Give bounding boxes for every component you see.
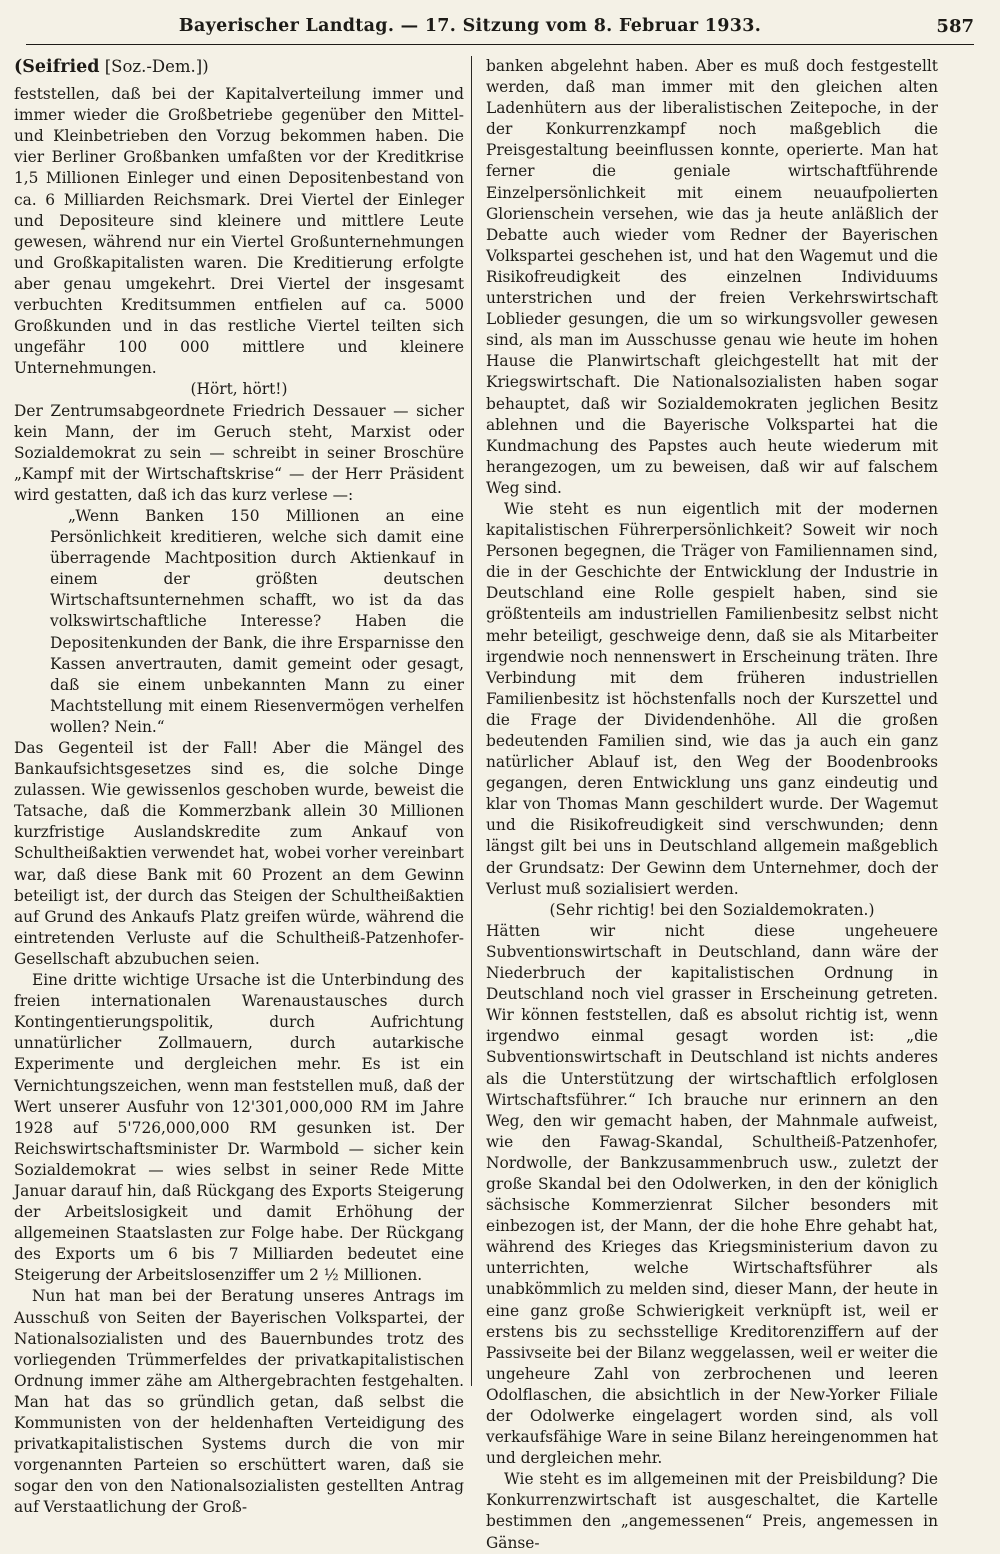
paragraph: Wie steht es im allgemeinen mit der Preisbildung? Die Konkurrenzwirtschaft ist ausgeschaltet, die Kartelle bestimmen den „angemessenen“ Preis, angemessen in Gänse- xyxy=(486,1470,938,1552)
speaker-party: [Soz.-Dem.]) xyxy=(99,57,209,76)
interjection: (Sehr richtig! bei den Sozialdemokraten.) xyxy=(549,900,875,919)
paragraph: Wie steht es nun eigentlich mit der modernen kapitalistischen Führerpersönlichkeit? Soweit wir noch Personen begegnen, die Träger von Familiennamen sind, die in der Geschichte der Entwicklung der Industrie in Deutschland eine Rolle gespielt haben, sind sie größtenteils am industriellen Familienbesitz selbst nicht mehr beteiligt, geschweige denn, daß sie als Mitarbeiter irgendwie noch nennenswert in Erscheinung träten. Ihre Verbindung mit dem früheren industriellen Familienbesitz ist höchstenfalls noch der Kurszettel und die Frage der Dividendenhöhe. All die großen bedeutenden Familien sind, wie das ja auch ein ganz natürlicher Ablauf ist, den Weg der Boodenbrooks gegangen, deren Entwicklung uns ganz eindeutig und klar von Thomas Mann geschildert wurde. Der Wagemut und die Risikofreudigkeit sind verschwunden; denn längst gilt bei uns in Deutschland allgemein maßgeblich der Grundsatz: Der Gewinn dem Unternehmer, doch der Verlust muß sozialisiert werden. xyxy=(486,499,938,898)
paragraph: Der Zentrumsabgeordnete Friedrich Dessauer — sicher kein Mann, der im Geruch steht, Marxist oder Sozialdemokrat zu sein — schreibt in seiner Broschüre „Kampf mit der Wirtschaftskrise“ — der Herr Präsident wird gestatten, daß ich das kurz verlese —: xyxy=(14,401,464,504)
quotation: „Wenn Banken 150 Millionen an eine Persönlichkeit kreditieren, welche sich damit eine überragende Machtposition durch Aktienkauf in einem der größten deutschen Wirtschaftsunternehmen schafft, wo ist da das volkswirtschaftliche Interesse? Haben die Depositenkunden der Bank, die ihre Ersparnisse den Kassen anvertrauten, damit gemeint oder gesagt, daß sie einem unbekannten Mann zu einer Machtstellung mit einem Riesenvermögen verhelfen wollen? Nein.“ xyxy=(50,506,464,736)
paragraph: feststellen, daß bei der Kapitalverteilung immer und immer wieder die Großbetriebe gegenüber den Mittel- und Kleinbetrieben den Vorzug bekommen haben. Die vier Berliner Großbanken umfaßten vor der Kreditkrise 1,5 Millionen Einleger und einen Depositenbestand von ca. 6 Milliarden Reichsmark. Drei Viertel der Einleger und Depositeure sind kleinere und mittlere Leute gewesen, während nur ein Viertel Großunternehmungen und Großkapitalisten waren. Die Kreditierung erfolgte aber genau umgekehrt. Drei Viertel der insgesamt verbuchten Kreditsummen entfielen auf ca. 5000 Großkunden und in das restliche Viertel teilten sich ungefähr 100 000 mittlere und kleinere Unternehmungen. xyxy=(14,85,464,378)
speaker-line xyxy=(14,56,464,78)
speaker-name: (Seifried xyxy=(14,57,100,77)
paragraph: Eine dritte wichtige Ursache ist die Unterbindung des freien internationalen Warenaustausches durch Kontingentierungspolitik, durch Aufrichtung unnatürlicher Zollmauern, durch autarkische Experimente und dergleichen mehr. Es ist ein Vernichtungszeichen, wenn man feststellen muß, daß der Wert unserer Ausfuhr von 12'301,000,000 RM im Jahre 1928 auf 5'726,000,000 RM gesunken ist. Der Reichswirtschaftsminister Dr. Warmbold — sicher kein Sozialdemokrat — wies selbst in seiner Rede Mitte Januar darauf hin, daß Rückgang des Exports Steigerung der Arbeitslosigkeit und damit Erhöhung der allgemeinen Staatslasten zur Folge habe. Der Rückgang des Exports um 6 bis 7 Milliarden bedeutet eine Steigerung der Arbeitslosenziffer um 2 ½ Millionen. xyxy=(14,971,464,1285)
paragraph: Hätten wir nicht diese ungeheuere Subventionswirtschaft in Deutschland, dann wäre der Niederbruch der kapitalistischen Ordnung in Deutschland noch viel grasser in Erscheinung getreten. Wir können feststellen, daß es absolut richtig ist, wenn irgendwo einmal gesagt worden ist: „die Subventionswirtschaft in Deutschland ist nichts anderes als die Unterstützung der wirtschaftlich erfolglosen Wirtschaftsführer.“ Ich brauche nur erinnern an den Weg, den wir gemacht haben, der Mahnmale aufweist, wie den Fawag-Skandal, Schultheiß-Patzenhofer, Nordwolle, der Bankzusammenbruch usw., zuletzt der große Skandal bei den Odolwerken, in den der königlich sächsische Kommerzienrat Silcher besonders mit einbezogen ist, der Mann, der die hohe Ehre gehabt hat, während des Krieges das Kriegsministerium davon zu unterrichten, welche Wirtschaftsführer als unabkömmlich zu melden sind, dieser Mann, der heute in eine ganz große Schwierigkeit verknüpft ist, weil er erstens bis zu sechsstellige Kreditorenziffern auf der Passivseite bei der Bilanz weggelassen, weil er weiter die ungeheure Zahl von zerbrochenen und leeren Odolflaschen, die absichtlich in der New-Yorker Filiale der Odolwerke eingelagert worden sind, als voll verkaufsfähige Ware in seine Bilanz hereingenommen hat und dergleichen mehr. xyxy=(486,921,938,1468)
paragraph: Das Gegenteil ist der Fall! Aber die Mängel des Bankaufsichtsgesetzes sind es, die solche Dinge zulassen. Wie gewissenlos geschoben wurde, beweist die Tatsache, daß die Kommerzbank allein 30 Millionen kurzfristige Auslandskredite zum Ankauf von Schultheißaktien verwendet hat, wobei vorher vereinbart war, daß diese Bank mit 60 Prozent an dem Gewinn beteiligt ist, der durch das Steigen der Schultheißaktien auf Grund des Ankaufs Platz greifen würde, während die eintretenden Verluste auf die Schultheiß-Patzenhofer-Gesellschaft abzubuchen seien. xyxy=(14,739,464,968)
column-divider xyxy=(471,56,472,1386)
page-number: 587 xyxy=(936,16,974,37)
interjection: (Hört, hört!) xyxy=(190,380,288,399)
right-column xyxy=(486,56,938,1554)
left-column xyxy=(14,56,464,1518)
running-title: Bayerischer Landtag. — 17. Sitzung vom 8. Februar 1933. xyxy=(178,16,762,36)
page-header xyxy=(26,14,974,45)
paragraph: banken abgelehnt haben. Aber es muß doch festgestellt werden, daß man immer mit den gleichen alten Ladenhütern aus der liberalistischen Zeitepoche, in der der Konkurrenzkampf noch maßgeblich die Preisgestaltung beeinflussen konnte, operierte. Man hat ferner die geniale wirtschaftführende Einzelpersönlichkeit mit einem neuaufpolierten Glorienschein versehen, wie das ja heute anläßlich der Debatte auch wieder vom Redner der Bayerischen Volkspartei geschehen ist, und hat den Wagemut und die Risikofreudigkeit des einzelnen Individuums unterstrichen und der freien Verkehrswirtschaft Loblieder gesungen, die um so wirkungsvoller gewesen sind, als man im Ausschusse genau wie heute im hohen Hause die Planwirtschaft gleichgestellt hat mit der Kriegswirtschaft. Die Nationalsozialisten haben sogar behauptet, daß wir Sozialdemokraten jeglichen Besitz ablehnen und die Bayerische Volkspartei hat die Kundmachung des Papstes auch heute wiederum mit herangezogen, um zu beweisen, daß wir auf falschem Weg sind. xyxy=(486,57,938,497)
paragraph: Nun hat man bei der Beratung unseres Antrags im Ausschuß von Seiten der Bayerischen Volkspartei, der Nationalsozialisten und des Bauernbundes trotz des vorliegenden Trümmerfeldes der privatkapitalistischen Ordnung immer zähe am Althergebrachten festgehalten. Man hat das so gründlich getan, daß selbst die Kommunisten von der heldenhaften Verteidigung des privatkapitalistischen Systems durch die von mir vorgenannten Parteien so erschüttert waren, daß sie sogar den von den Nationalsozialisten gestellten Antrag auf Verstaatlichung der Groß- xyxy=(14,1287,464,1517)
